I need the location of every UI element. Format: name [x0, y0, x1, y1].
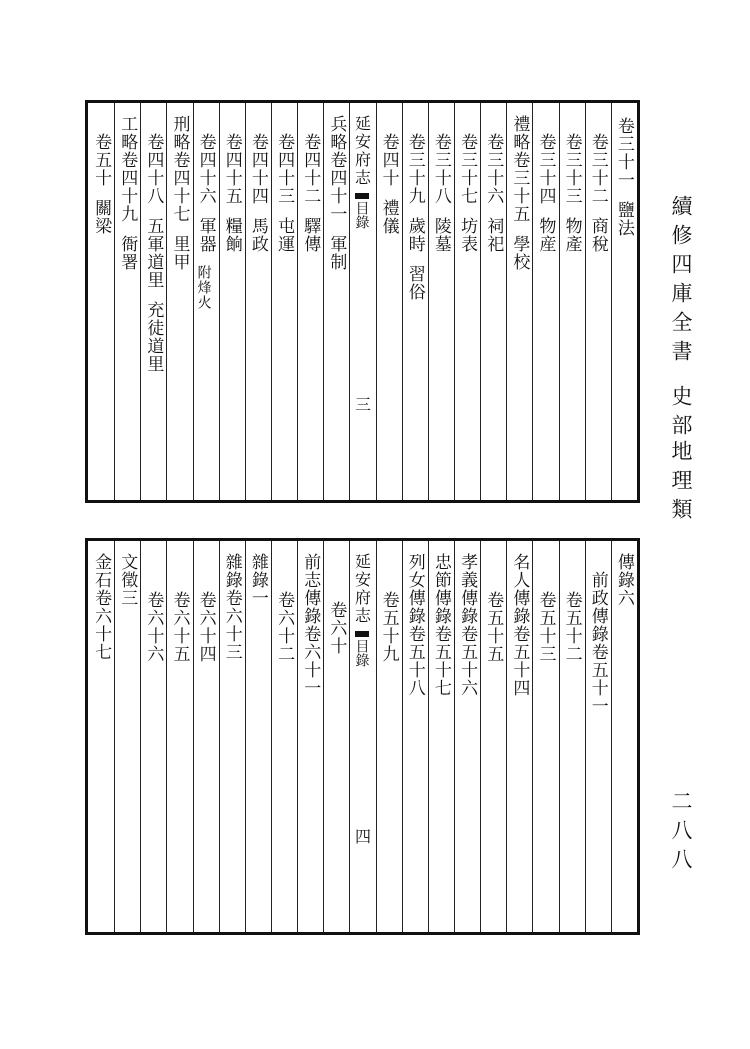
- toc-entry: 卷六十: [326, 601, 347, 655]
- toc-entry: 忠節傳錄卷五十七: [430, 553, 451, 697]
- column-rule: [193, 103, 194, 500]
- column-rule: [219, 103, 220, 500]
- column-rule: [376, 103, 377, 500]
- toc-entry: 卷五十: [91, 133, 112, 187]
- toc-entry: 卷三十七: [457, 133, 478, 205]
- toc-entry: 兵略卷四十一: [326, 115, 347, 223]
- toc-entry: 卷四十三: [274, 133, 295, 205]
- gutter-title: 延安府志: [352, 553, 372, 625]
- gutter-fish-mark: 目錄: [355, 193, 369, 231]
- gutter-page: 三: [352, 396, 372, 414]
- gutter-title: 延安府志: [352, 115, 372, 187]
- column-rule: [454, 541, 455, 932]
- column-rule: [297, 103, 298, 500]
- column-rule: [428, 103, 429, 500]
- toc-entry: 孝義傳錄卷五十六: [457, 553, 478, 697]
- column-rule: [271, 103, 272, 500]
- column-rule: [376, 541, 377, 932]
- column-rule: [611, 541, 612, 932]
- toc-entry: 列女傳錄卷五十八: [404, 553, 425, 697]
- toc-entry: 卷四十: [378, 133, 399, 187]
- column-rule: [559, 103, 560, 500]
- column-rule: [559, 541, 560, 932]
- toc-entry: 里甲: [169, 235, 190, 271]
- toc-entry: 卷三十三: [561, 133, 582, 205]
- column-rule: [402, 103, 403, 500]
- toc-entry: 卷三十八: [430, 133, 451, 205]
- top-panel: [85, 100, 640, 503]
- section-label: 史部: [669, 385, 693, 443]
- toc-entry: 卷六十六: [143, 591, 164, 663]
- toc-entry: 馬政: [247, 217, 268, 253]
- column-rule: [506, 541, 507, 932]
- column-rule: [349, 541, 350, 932]
- column-rule: [611, 103, 612, 500]
- toc-entry: 禮略卷三十五: [509, 115, 530, 223]
- toc-entry: 祠祀: [483, 217, 504, 253]
- column-rule: [297, 541, 298, 932]
- toc-entry: 卷六十二: [274, 591, 295, 663]
- column-rule: [480, 541, 481, 932]
- toc-entry: 卷三十六: [483, 133, 504, 205]
- category-label: 地理類: [669, 440, 693, 527]
- toc-entry: 禮儀: [378, 199, 399, 235]
- toc-entry: 充徒道里: [143, 301, 164, 373]
- toc-entry: 卷三十二: [587, 133, 608, 205]
- toc-entry: 軍器: [195, 217, 216, 253]
- toc-entry: 卷五十二: [561, 591, 582, 663]
- column-rule: [166, 541, 167, 932]
- toc-entry: 卷六十五: [169, 591, 190, 663]
- column-rule: [323, 541, 324, 932]
- column-rule: [506, 103, 507, 500]
- toc-entry: 卷三十九: [404, 133, 425, 205]
- toc-entry: 傳錄六: [613, 553, 634, 607]
- toc-entry: 雜錄卷六十三: [221, 553, 242, 661]
- toc-entry: 屯運: [274, 217, 295, 253]
- column-rule: [245, 541, 246, 932]
- toc-entry: 陵墓: [430, 217, 451, 253]
- column-rule: [219, 541, 220, 932]
- column-rule: [323, 103, 324, 500]
- column-rule: [585, 103, 586, 500]
- column-rule: [480, 103, 481, 500]
- toc-entry: 卷四十二: [300, 133, 321, 205]
- column-rule: [532, 541, 533, 932]
- toc-entry: 學校: [509, 235, 530, 271]
- toc-entry: 前志傳錄卷六十一: [300, 553, 321, 697]
- toc-entry: 習俗: [404, 265, 425, 301]
- toc-entry: 文徵三: [117, 553, 138, 607]
- toc-entry: 卷五十九: [378, 591, 399, 663]
- column-rule: [585, 541, 586, 932]
- toc-entry: 驛傳: [300, 217, 321, 253]
- toc-entry: 卷三十四: [535, 133, 556, 205]
- column-rule: [532, 103, 533, 500]
- toc-entry: 五軍道里: [143, 217, 164, 289]
- toc-entry: 鹽法: [613, 201, 634, 237]
- column-rule: [454, 103, 455, 500]
- column-rule: [428, 541, 429, 932]
- toc-entry: 前政傳錄卷五十一: [587, 571, 608, 715]
- toc-entry: 商稅: [587, 217, 608, 253]
- toc-entry: 卷四十六: [195, 133, 216, 205]
- toc-entry: 卷五十三: [535, 591, 556, 663]
- toc-entry: 關梁: [91, 199, 112, 235]
- toc-entry: 歲時: [404, 217, 425, 253]
- page-number: 二八八: [669, 790, 693, 877]
- toc-entry: 刑略卷四十七: [169, 115, 190, 223]
- toc-entry: 卷三十一: [613, 117, 634, 189]
- toc-entry: 卷四十四: [247, 133, 268, 205]
- bottom-panel: [85, 538, 640, 935]
- toc-entry: 物產: [561, 217, 582, 253]
- gutter-fish-mark: 目錄: [355, 631, 369, 669]
- toc-entry: 卷六十四: [195, 591, 216, 663]
- toc-entry: 雜錄一: [247, 553, 268, 607]
- column-rule: [245, 103, 246, 500]
- toc-entry: 工略卷四十九: [117, 115, 138, 223]
- column-rule: [349, 103, 350, 500]
- toc-entry: 卷四十八: [143, 133, 164, 205]
- column-rule: [140, 541, 141, 932]
- toc-entry: 軍制: [326, 235, 347, 271]
- toc-entry: 物産: [535, 217, 556, 253]
- column-rule: [114, 541, 115, 932]
- column-rule: [271, 541, 272, 932]
- toc-entry: 附烽火: [195, 265, 212, 310]
- gutter-page: 四: [352, 828, 372, 846]
- toc-entry: 名人傳錄卷五十四: [509, 553, 530, 697]
- toc-entry: 金石卷六十七: [91, 553, 112, 661]
- column-rule: [193, 541, 194, 932]
- column-rule: [402, 541, 403, 932]
- column-rule: [140, 103, 141, 500]
- column-rule: [114, 103, 115, 500]
- toc-entry: 糧餉: [221, 217, 242, 253]
- toc-entry: 坊表: [457, 217, 478, 253]
- toc-entry: 衙署: [117, 235, 138, 271]
- column-rule: [166, 103, 167, 500]
- book-title: 續修四庫全書: [669, 195, 693, 369]
- toc-entry: 卷五十五: [483, 591, 504, 663]
- toc-entry: 卷四十五: [221, 133, 242, 205]
